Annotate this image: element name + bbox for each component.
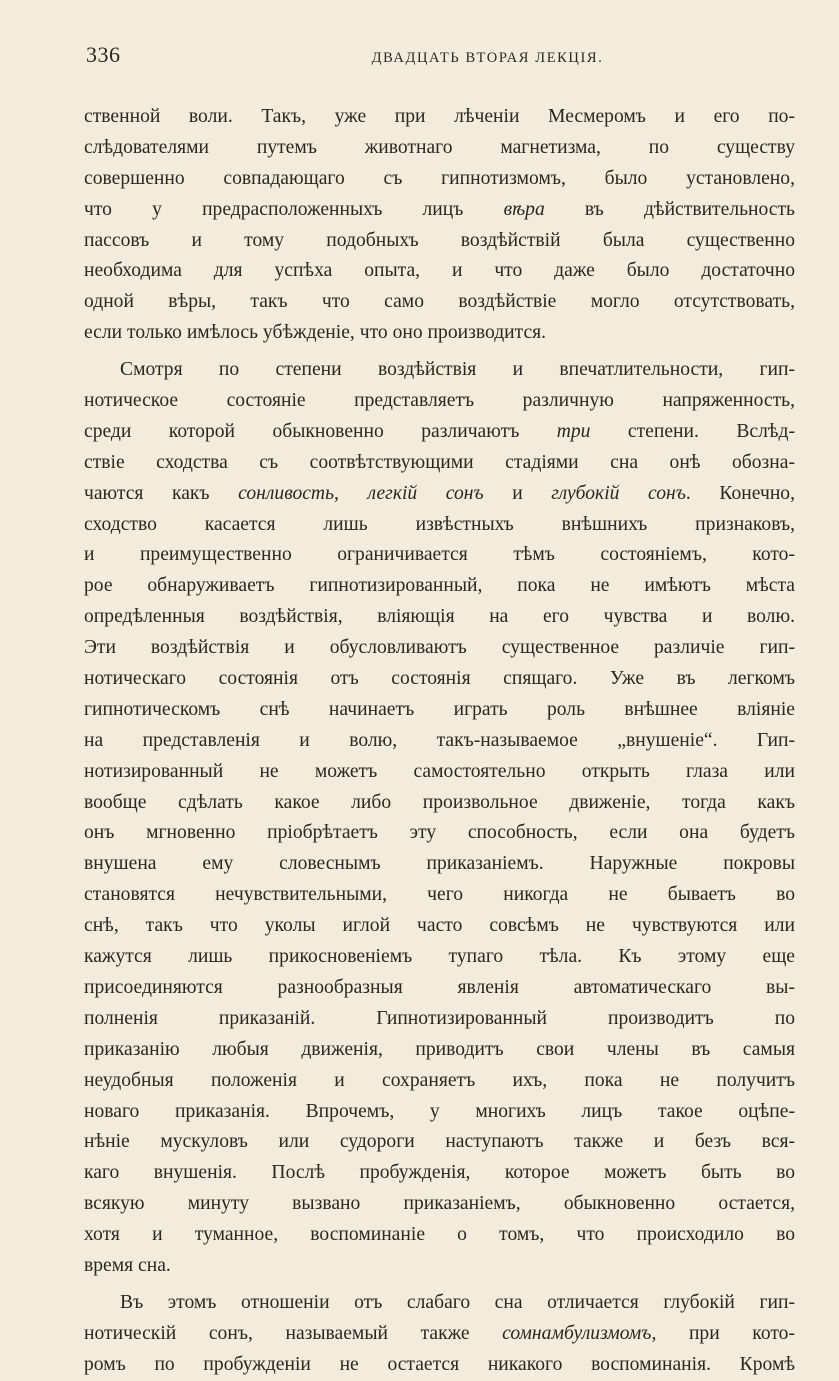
text-line: рое обнаруживаетъ гипнотизированный, пока не имѣютъ мѣста [84,575,795,597]
text-line: внушена ему словеснымъ приказаніемъ. Наружные покровы [84,853,795,875]
text-line: нѣніе мускуловъ или судороги наступаютъ также и безъ вся- [84,1131,795,1153]
text-line: и преимущественно ограничивается тѣмъ состояніемъ, кото- [84,544,795,566]
text-line: сходство касается лишь извѣстныхъ внѣшнихъ признаковъ, [84,513,795,535]
text-line: онъ мгновенно пріобрѣтаетъ эту способность, если она будетъ [84,822,795,844]
text-line: всякую минуту вызвано приказаніемъ, обыкновенно остается, [84,1193,795,1215]
text-line: хотя и туманное, воспоминаніе о томъ, что происходило во [84,1224,795,1246]
text-line: Смотря по степени воздѣйствія и впечатлительности, гип- [120,359,795,381]
page-number: 336 [86,42,121,67]
running-head: ДВАДЦАТЬ ВТОРАЯ ЛЕКЦІЯ. [371,50,604,66]
text-line: на представленія и волю, такъ-называемое „внушеніе“. Гип- [84,729,795,751]
text-segment: среди которой обыкновенно различаютъ [84,420,557,442]
text-line: нотическаго состоянія отъ состоянія спящаго. Уже въ легкомъ [84,668,795,690]
emphasis-text: вѣра [503,198,545,220]
text-segment: въ дѣйствительность [544,198,795,220]
emphasis-text: три [556,420,591,442]
text-line: ромъ по пробужденіи не остается никакого воспоминанія. Кромѣ [84,1353,795,1375]
text-line: присоединяются разнообразныя явленія автоматическаго вы- [84,976,795,998]
text-line: Эти воздѣйствія и обусловливаютъ существенное различіе гип- [84,637,795,659]
text-segment: , [334,482,368,504]
text-line: кажутся лишь прикосновеніемъ тупаго тѣла. Къ этому еще [84,946,795,968]
text-segment: и [483,482,552,504]
text-line: нотическое состояніе представляетъ различную напряженность, [84,390,795,412]
text-line: вообще сдѣлать какое либо произвольное движеніе, тогда какъ [84,791,795,813]
text-line [84,195,795,226]
text-line: совершенно совпадающаго съ гипнотизмомъ, было установлено, [84,167,795,189]
text-line: неудобныя положенія и сохраняетъ ихъ, пока не получитъ [84,1069,795,1091]
page-header [84,40,795,80]
text-segment: чаются какъ [84,482,239,504]
emphasis-text: глубокій сонъ [551,482,686,504]
text-line: полненія приказаній. Гипнотизированный производитъ по [84,1007,795,1029]
emphasis-text: легкій сонъ [367,482,484,504]
text-line: слѣдователями путемъ животнаго магнетизма, по существу [84,136,795,158]
text-line [84,1319,795,1350]
text-line: нотизированный не можетъ самостоятельно открыть глаза или [84,760,795,782]
text-line [84,479,795,510]
text-line [84,417,795,448]
text-segment: , при кото- [651,1322,795,1344]
text-segment: нотическій сонъ, называемый также [84,1322,503,1344]
text-segment: . Конечно, [685,482,795,504]
text-line: если только имѣлось убѣжденіе, что оно производится. [84,322,547,344]
paragraph [84,1288,795,1381]
text-line: ственной воли. Такъ, уже при лѣченіи Месмеромъ и его по- [84,106,795,127]
text-line: ствіе сходства съ соотвѣтствующими стадіями сна онѣ обозна- [84,451,795,473]
text-line: опредѣленныя воздѣйствія, вліяющія на его чувства и волю. [84,606,795,628]
text-line: приказанію любыя движенія, приводитъ свои члены въ самыя [84,1038,795,1060]
paragraph [84,102,795,349]
text-line: пассовъ и тому подобныхъ воздѣйствій была существенно [84,229,795,251]
text-line: снѣ, такъ что уколы иглой часто совсѣмъ не чувствуются или [84,915,795,937]
emphasis-text: сомнамбулизмомъ [502,1322,652,1344]
emphasis-text: сонливость [238,482,334,504]
text-line: становятся нечувствительными, чего никогда не бываетъ во [84,884,795,906]
text-line: Въ этомъ отношеніи отъ слабаго сна отличается глубокій гип- [120,1291,795,1313]
text-line: гипнотическомъ снѣ начинаетъ играть роль внѣшнее вліяніе [84,698,795,720]
paragraph [84,355,795,1282]
body-text [84,102,795,1381]
text-line: одной вѣры, такъ что само воздѣйствіе могло отсутствовать, [84,291,795,313]
text-line: новаго приказанія. Впрочемъ, у многихъ лицъ такое оцѣпе- [84,1100,795,1122]
text-segment: степени. Вслѣд- [590,420,795,442]
text-line: время сна. [84,1254,171,1276]
text-segment: что у предрасположенныхъ лицъ [84,198,504,220]
text-line: каго внушенія. Послѣ пробужденія, которое можетъ быть во [84,1162,795,1184]
text-line: необходима для успѣха опыта, и что даже было достаточно [84,260,795,282]
